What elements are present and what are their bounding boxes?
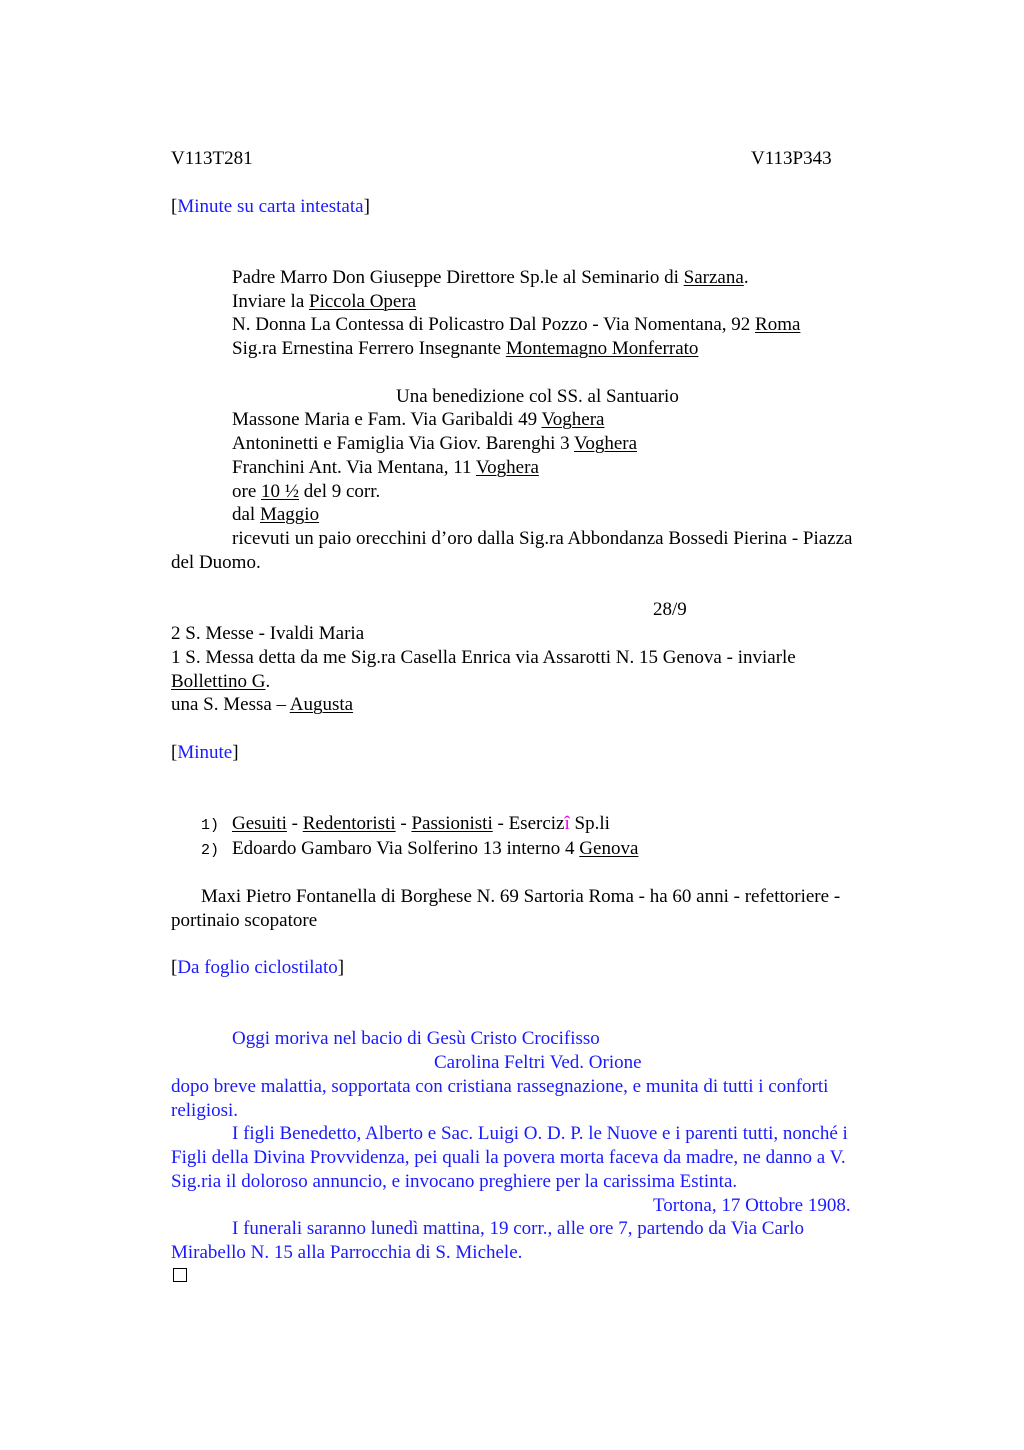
note-line: Antoninetti e Famiglia Via Giov. Barenghi 3 Voghera — [232, 433, 638, 454]
notice-line: Oggi moriva nel bacio di Gesù Cristo Crocifisso — [232, 1028, 600, 1049]
note-line: Padre Marro Don Giuseppe Direttore Sp.le al Seminario di Sarzana. — [232, 267, 749, 288]
paragraph-line: portinaio scopatore — [171, 910, 318, 931]
note-line: Bollettino G. — [171, 671, 271, 692]
note-line: Massone Maria e Fam. Via Garibaldi 49 Voghera — [232, 409, 605, 430]
notice-line: dopo breve malattia, sopportata con cristiana rassegnazione, e munita di tutti i conforti — [171, 1076, 829, 1097]
paragraph-line: Maxi Pietro Fontanella di Borghese N. 69 Sartoria Roma - ha 60 anni - refettoriere - — [201, 886, 841, 907]
note-line: del Duomo. — [171, 552, 261, 573]
note-line: ricevuti un paio orecchini d’oro dalla Sig.ra Abbondanza Bossedi Pierina - Piazza — [232, 528, 853, 549]
notice-name: Carolina Feltri Ved. Orione — [434, 1052, 642, 1073]
notice-line: I figli Benedetto, Alberto e Sac. Luigi O. D. P. le Nuove e i parenti tutti, nonché i — [232, 1123, 848, 1144]
note-date: 28/9 — [653, 599, 687, 620]
note-line: una S. Messa – Augusta — [171, 694, 354, 715]
notice-line: Mirabello N. 15 alla Parrocchia di S. Michele. — [171, 1242, 523, 1263]
document-code-left: V113T281 — [171, 148, 253, 169]
note-line: Inviare la Piccola Opera — [232, 291, 417, 312]
note-line: N. Donna La Contessa di Policastro Dal Pozzo - Via Nomentana, 92 Roma — [232, 314, 801, 335]
note-line: Sig.ra Ernestina Ferrero Insegnante Montemagno Monferrato — [232, 338, 699, 359]
document-code-right: V113P343 — [751, 148, 832, 169]
notice-line: I funerali saranno lunedì mattina, 19 corr., alle ore 7, partendo da Via Carlo — [232, 1218, 805, 1239]
section-heading-minute: [Minute] — [171, 742, 239, 763]
list-item: 1) Gesuiti - Redentoristi - Passionisti - Esercizî Sp.li — [201, 813, 610, 834]
note-line: 2 S. Messe - Ivaldi Maria — [171, 623, 365, 644]
end-marker-box — [173, 1268, 187, 1282]
notice-line: Figli della Divina Provvidenza, pei quali la povera morta faceva da madre, ne danno a V. — [171, 1147, 846, 1168]
section-heading-ciclostilato: [Da foglio ciclostilato] — [171, 957, 345, 978]
list-item: 2) Edoardo Gambaro Via Solferino 13 interno 4 Genova — [201, 838, 639, 859]
note-line: Franchini Ant. Via Mentana, 11 Voghera — [232, 457, 539, 478]
section-heading-intestata: [Minute su carta intestata] — [171, 196, 370, 217]
notice-date: Tortona, 17 Ottobre 1908. — [653, 1195, 851, 1216]
centered-note: Una benedizione col SS. al Santuario — [396, 386, 679, 407]
note-line: dal Maggio — [232, 504, 320, 525]
note-line: 1 S. Messa detta da me Sig.ra Casella Enrica via Assarotti N. 15 Genova - inviarle — [171, 647, 796, 668]
notice-line: Sig.ria il doloroso annuncio, e invocano preghiere per la carissima Estinta. — [171, 1171, 738, 1192]
note-line: ore 10 ½ del 9 corr. — [232, 481, 381, 502]
notice-line: religiosi. — [171, 1100, 239, 1121]
